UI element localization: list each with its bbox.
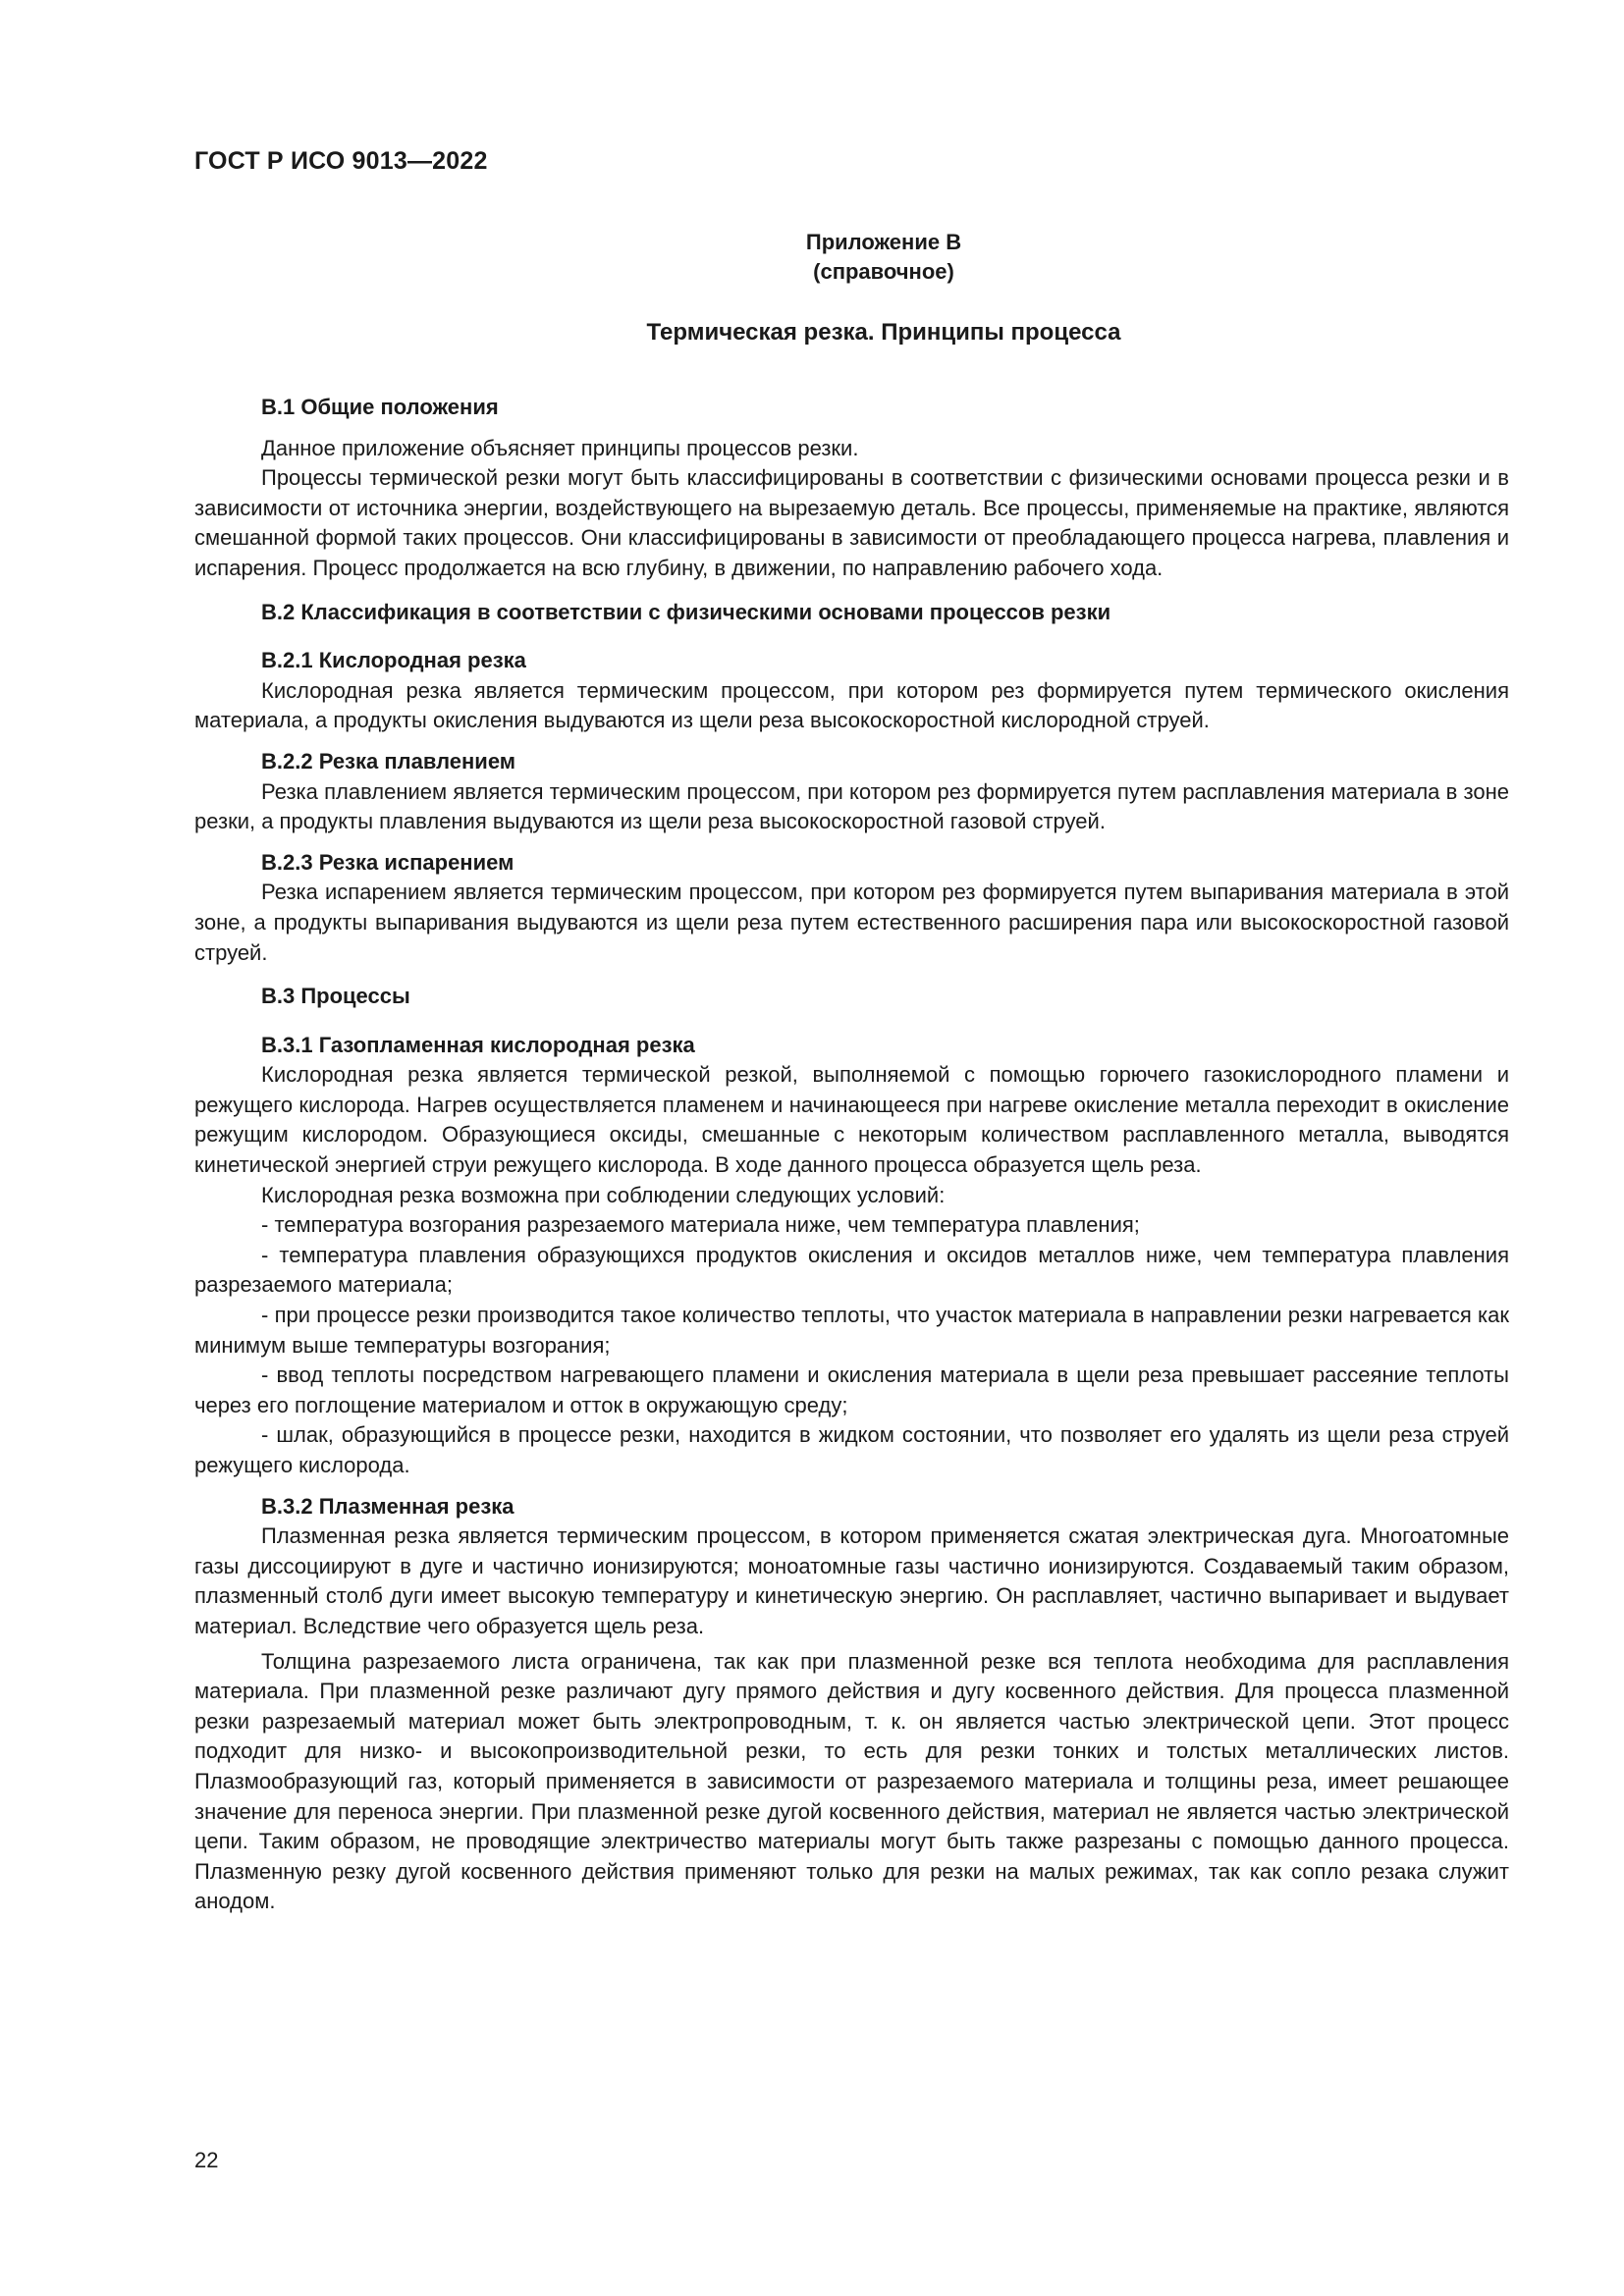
document-body xyxy=(194,393,1509,1917)
heading-b2: B.2 Классификация в соответствии с физическими основами процессов резки xyxy=(261,599,1111,624)
heading-b2-1: B.2.1 Кислородная резка xyxy=(261,648,526,673)
section-title: Термическая резка. Принципы процесса xyxy=(646,319,1121,346)
paragraph: Кислородная резка возможна при соблюдении следующих условий: xyxy=(261,1182,946,1207)
list-item: - ввод теплоты посредством нагревающего пламени и окисления материала в щели реза превышает рассеяние теплоты через его поглощение материалом и отток в окружающую среду; xyxy=(194,1362,1509,1417)
list-item: - температура возгорания разрезаемого материала ниже, чем температура плавления; xyxy=(261,1212,1140,1238)
appendix-title: Приложение B xyxy=(805,230,962,254)
standard-header: ГОСТ Р ИСО 9013—2022 xyxy=(194,147,488,175)
heading-b2-2: B.2.2 Резка плавлением xyxy=(261,748,516,774)
heading-b3-1: B.3.1 Газопламенная кислородная резка xyxy=(261,1032,695,1057)
list-item: - температура плавления образующихся продуктов окисления и оксидов металлов ниже, чем температура плавления разрезаемого материала; xyxy=(194,1242,1509,1298)
paragraph: Толщина разрезаемого листа ограничена, так как при плазменной резке вся теплота необходима для расплавления материала. При плазменной резке различают дугу прямого действия и дугу косвенного действия. Для процесса плазменной резки разрезаемый материал может быть электропроводным, т. к. он является частью электрической цепи. Этот процесс подходит для низко- и высокопроизводительной резки, то есть для резки тонких и толстых металлических листов. Плазмообразующий газ, который применяется в зависимости от разрезаемого материала и толщины реза, имеет решающее значение для переноса энергии. При плазменной резке дугой косвенного действия, материал не является частью электрической цепи. Таким образом, не проводящие электричество материалы могут быть также разрезаны с помощью данного процесса. Плазменную резку дугой косвенного действия применяют только для резки на малых режимах, так как сопло резака служит анодом. xyxy=(194,1648,1509,1914)
paragraph: Кислородная резка является термической резкой, выполняемой с помощью горючего газокислородного пламени и режущего кислорода. Нагрев осуществляется пламенем и начинающееся при нагреве окисление металла переходит в окисление режущим кислородом. Образующиеся оксиды, смешанные с некоторым количеством расплавленного металла, выводятся кинетической энергией струи режущего кислорода. В ходе данного процесса образуется щель реза. xyxy=(194,1062,1509,1178)
appendix-type: (справочное) xyxy=(813,259,954,284)
paragraph: Резка плавлением является термическим процессом, при котором рез формируется путем расплавления материала в зоне резки, а продукты плавления выдуваются из щели реза высокоскоростной газовой струей. xyxy=(194,778,1509,834)
paragraph: Процессы термической резки могут быть классифицированы в соответствии с физическими основами процесса резки и в зависимости от источника энергии, воздействующего на вырезаемую деталь. Все процессы, применяемые на практике, являются смешанной формой таких процессов. Они классифицированы в зависимости от преобладающего процесса нагрева, плавления и испарения. Процесс продолжается на всю глубину, в движении, по направлению рабочего хода. xyxy=(194,465,1509,580)
list-item: - при процессе резки производится такое количество теплоты, что участок материала в направлении резки нагревается как минимум выше температуры возгорания; xyxy=(194,1303,1509,1358)
heading-b1: B.1 Общие положения xyxy=(261,395,499,419)
paragraph: Данное приложение объясняет принципы процессов резки. xyxy=(261,435,859,460)
heading-b3-2: B.3.2 Плазменная резка xyxy=(261,1493,514,1519)
page-number: 22 xyxy=(194,2148,219,2172)
heading-b3: B.3 Процессы xyxy=(261,984,410,1009)
list-item: - шлак, образующийся в процессе резки, находится в жидком состоянии, что позволяет его удалять из щели реза струей режущего кислорода. xyxy=(194,1422,1509,1477)
paragraph: Плазменная резка является термическим процессом, в котором применяется сжатая электрическая дуга. Многоатомные газы диссоциируют в дуге и частично ионизируются; моноатомные газы частично ионизируются. Создаваемый таким образом, плазменный столб дуги имеет высокую температуру и кинетическую энергию. Он расплавляет, частично выпаривает и выдувает материал. Вследствие чего образуется щель реза. xyxy=(194,1523,1509,1638)
heading-b2-3: B.2.3 Резка испарением xyxy=(261,849,514,875)
paragraph: Кислородная резка является термическим процессом, при котором рез формируется путем термического окисления материала, а продукты окисления выдуваются из щели реза высокоскоростной кислородной струей. xyxy=(194,677,1509,733)
paragraph: Резка испарением является термическим процессом, при котором рез формируется путем выпаривания материала в этой зоне, а продукты выпаривания выдуваются из щели реза путем естественного расширения пара или высокоскоростной газовой струей. xyxy=(194,880,1509,965)
